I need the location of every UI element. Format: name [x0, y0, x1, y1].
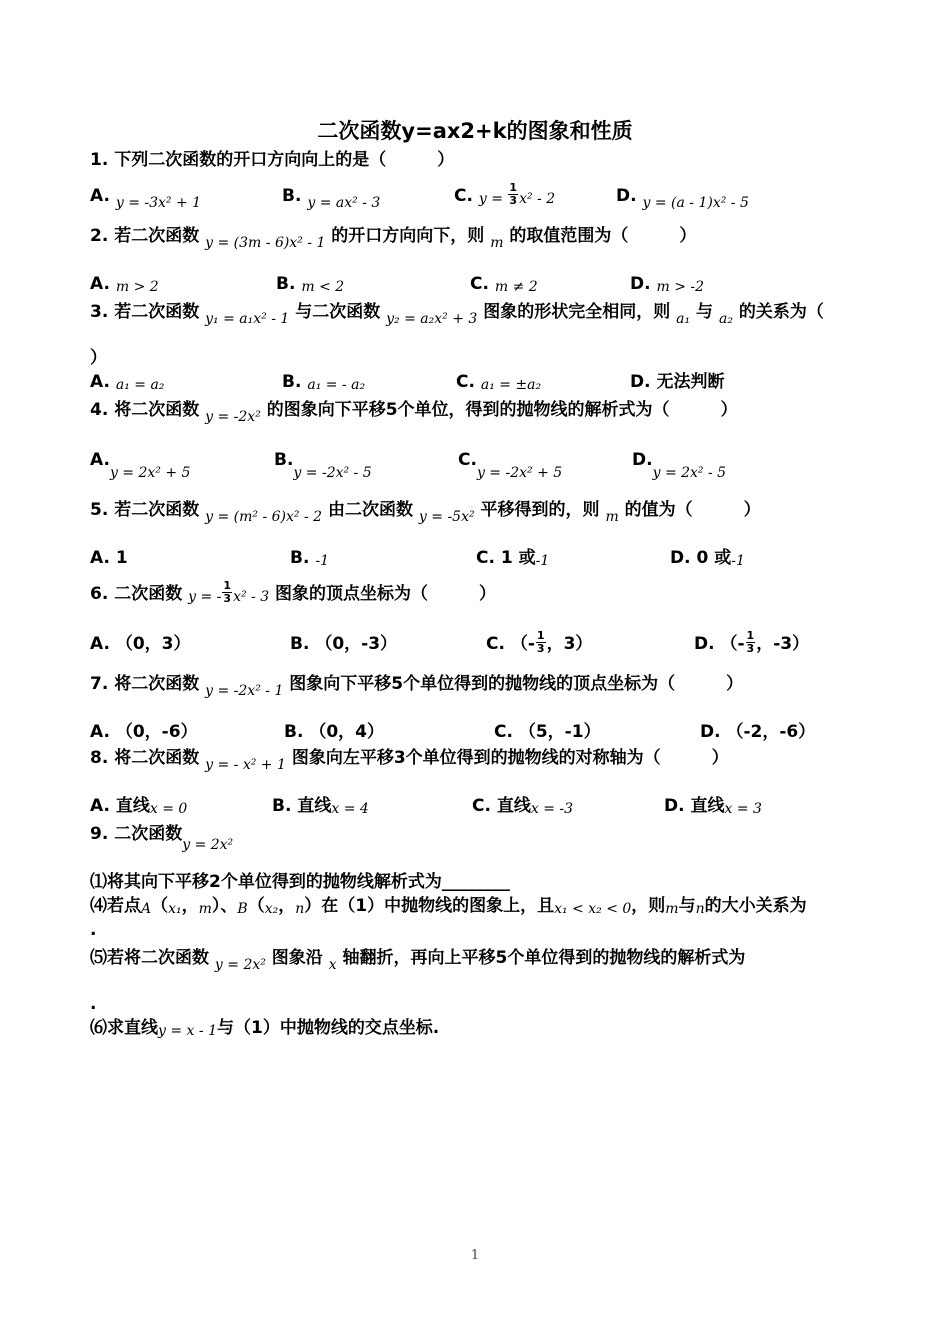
q4-option-a: $A._{y = 2x^2 + 5}$	[90, 450, 191, 481]
question-5-options	[90, 544, 870, 572]
question-7-options	[90, 718, 870, 746]
question-4-stem: 4. 将二次函数 $_{y = -2x^2}$ 的图象向下平移5个单位，得到的抛物线的解析式为（ ）	[90, 400, 738, 425]
q1-option-c: C. y = $\frac{1}{3}$ x² - 2	[454, 180, 556, 207]
question-9-stem: 9. 二次函数$_{y = 2x^2}$	[90, 824, 234, 853]
q2-option-a: A. m > 2	[90, 274, 159, 295]
question-4-options	[90, 446, 870, 481]
question-8-options	[90, 792, 870, 820]
page-title: 二次函数y=ax2+k的图象和性质	[317, 119, 633, 143]
q7-option-c: C. （5，-1）	[494, 722, 601, 742]
q3-option-a: A. a₁ = a₂	[90, 372, 165, 393]
q5-option-b: B. -1	[290, 548, 329, 569]
q8-option-d: D. 直线x = 3	[664, 796, 762, 817]
q4-option-c: $C._{y = -2x^2 + 5}$	[458, 450, 563, 481]
question-6-stem: 6. 二次函数 y = - $\frac{1}{3}$ x² - 3 图象的顶点坐标为（ ）	[90, 578, 497, 605]
q8-option-b: B. 直线x = 4	[272, 796, 369, 817]
question-5-stem: 5. 若二次函数 $_{y = (m^2 - 6)x^2 - 2}$ 由二次函数 $_{y = -5x^2}$ 平移得到的，则 $_m$ 的值为（ ）	[90, 500, 761, 525]
q7-option-d: D. （-2，-6）	[700, 722, 816, 742]
q4-option-d: $D._{y = 2x^2 - 5}$	[632, 450, 727, 481]
q9-part-5-dot: .	[90, 994, 97, 1014]
q6-option-a: A. （0，3）	[90, 634, 191, 654]
q2-option-d: D. m > -2	[630, 274, 705, 295]
page-number: 1	[470, 1248, 480, 1263]
q3-option-b: B. a₁ = - a₂	[282, 372, 366, 393]
question-8-stem: 8. 将二次函数 $_{y = - x^2 + 1}$ 图象向左平移3个单位得到的抛物线的对称轴为（ ）	[90, 748, 729, 773]
q3-option-c: C. a₁ = ±a₂	[456, 372, 542, 393]
q9-part-4-dot: .	[90, 920, 97, 940]
question-2-stem: 2. 若二次函数 $_{y = (3m - 6)x^2 - 1}$ 的开口方向向下，则 $_m$ 的取值范围为（ ）	[90, 226, 697, 251]
q5-option-a: A. 1	[90, 548, 128, 568]
q4-option-b: $B._{y = -2x^2 - 5}$	[274, 450, 372, 481]
q1-option-d: D. $_{y = (a - 1)x^2 - 5}$	[616, 186, 749, 211]
question-2-options	[90, 270, 870, 298]
q9-part-6: ⑹求直线y = x - 1与（1）中抛物线的交点坐标.	[90, 1018, 440, 1039]
q8-option-c: C. 直线x = -3	[472, 796, 574, 817]
q1-option-b: B. $_{y = ax^2 - 3}$	[282, 186, 381, 211]
q1-option-a: A. $_{y = -3x^2 + 1}$	[90, 186, 202, 211]
q5-option-c: C. 1 或-1	[476, 548, 550, 569]
q6-option-b: B. （0，-3）	[290, 634, 398, 654]
q9-part-1: ⑴将其向下平移2个单位得到的抛物线解析式为________	[90, 872, 510, 892]
question-7-stem: 7. 将二次函数 $_{y = -2x^2 - 1}$ 图象向下平移5个单位得到的抛物线的顶点坐标为（ ）	[90, 674, 744, 699]
q9-part-5: ⑸若将二次函数 $_{y = 2x^2}$ 图象沿 $_x$ 轴翻折，再向上平移5个单位得到的抛物线的解析式为	[90, 948, 746, 973]
q7-option-b: B. （0，4）	[284, 722, 384, 742]
q6-option-c: C. （- $\frac{1}{3}$ ，3）	[486, 628, 593, 655]
question-3-options	[90, 368, 870, 396]
q2-option-b: B. m < 2	[276, 274, 345, 295]
question-6-options	[90, 630, 870, 658]
question-1-stem: 1. 下列二次函数的开口方向向上的是（ ）	[90, 150, 455, 170]
q9-part-4: ⑷若点A（x₁，m）、B（x₂，n）在（1）中抛物线的图象上，且x₁ < x₂ < 0，则m与n的大小关系为	[90, 896, 807, 917]
q5-option-d: D. 0 或-1	[670, 548, 745, 569]
question-1-options	[90, 182, 870, 210]
question-3-stem: 3. 若二次函数 $_{y_1 = a_1x^2 - 1}$ 与二次函数 $_{y_2 = a_2x^2 + 3}$ 图象的形状完全相同，则 $_{a_1}$ 与 $_{a_2}$ 的关系为（	[90, 302, 824, 327]
q6-option-d: D. （- $\frac{1}{3}$ ，-3）	[694, 628, 810, 655]
q3-option-d: D. 无法判断	[630, 372, 725, 392]
q7-option-a: A. （0，-6）	[90, 722, 198, 742]
q8-option-a: A. 直线x = 0	[90, 796, 188, 817]
question-3-stem-tail: ）	[90, 348, 107, 368]
q2-option-c: C. m ≠ 2	[470, 274, 538, 295]
